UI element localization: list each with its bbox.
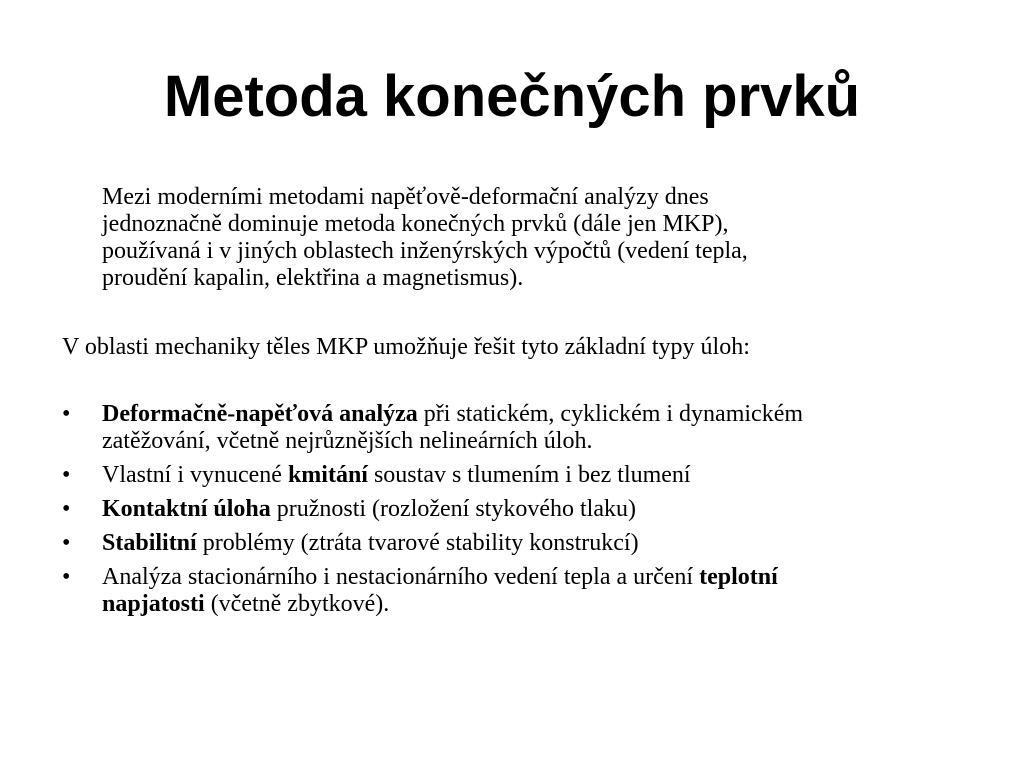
bullet-icon: •	[62, 530, 71, 556]
lead-sentence: V oblasti mechaniky těles MKP umožňuje řešit tyto základní typy úloh:	[62, 334, 750, 360]
intro-line: jednoznačně dominuje metoda konečných prvků (dále jen MKP),	[102, 211, 729, 237]
list-item-line	[102, 564, 1024, 591]
task-type-list	[0, 401, 1024, 625]
bold-term: kmitání	[287, 462, 368, 488]
slide-title: Metoda konečných prvků	[163, 64, 861, 129]
bold-term: Kontaktní úloha	[102, 496, 271, 522]
list-item-line	[102, 530, 1024, 557]
list-item-vibration	[0, 462, 1024, 489]
list-item-deformation-analysis	[0, 401, 1024, 455]
list-item-heat-conduction	[0, 564, 1024, 618]
bold-term: Stabilitní	[102, 530, 197, 556]
list-item-stability	[0, 530, 1024, 557]
list-item-text: při statickém, cyklickém i dynamickém	[417, 401, 804, 427]
list-item-text: pružnosti (rozložení stykového tlaku)	[270, 496, 636, 522]
list-item-contact-problem	[0, 496, 1024, 523]
list-item-text: soustav s tlumením i bez tlumení	[367, 462, 691, 488]
list-item-text: (včetně zbytkové).	[204, 591, 390, 617]
bullet-icon: •	[62, 564, 71, 590]
bold-term: teplotní	[699, 564, 778, 590]
list-item-line	[102, 496, 1024, 523]
list-item-text: problémy (ztráta tvarové stability konstrukcí)	[196, 530, 639, 556]
bullet-icon: •	[62, 462, 71, 488]
list-item-text: Analýza stacionárního i nestacionárního vedení tepla a určení	[102, 564, 700, 590]
bold-term: napjatosti	[102, 591, 205, 617]
bullet-icon: •	[62, 496, 71, 522]
list-item-text: Vlastní i vynucené	[102, 462, 288, 488]
bullet-icon: •	[62, 401, 71, 427]
list-item-line: zatěžování, včetně nejrůznějších nelineárních úloh.	[102, 428, 593, 454]
intro-line: proudění kapalin, elektřina a magnetismus).	[102, 265, 524, 291]
bold-term: Deformačně-napěťová analýza	[102, 401, 418, 427]
intro-line: Mezi moderními metodami napěťově-deformační analýzy dnes	[102, 184, 709, 210]
intro-paragraph	[102, 184, 902, 292]
list-item-line	[102, 462, 1024, 489]
intro-line: používaná i v jiných oblastech inženýrských výpočtů (vedení tepla,	[102, 238, 748, 264]
list-item-line	[102, 401, 1024, 428]
list-item-line	[102, 591, 1024, 618]
